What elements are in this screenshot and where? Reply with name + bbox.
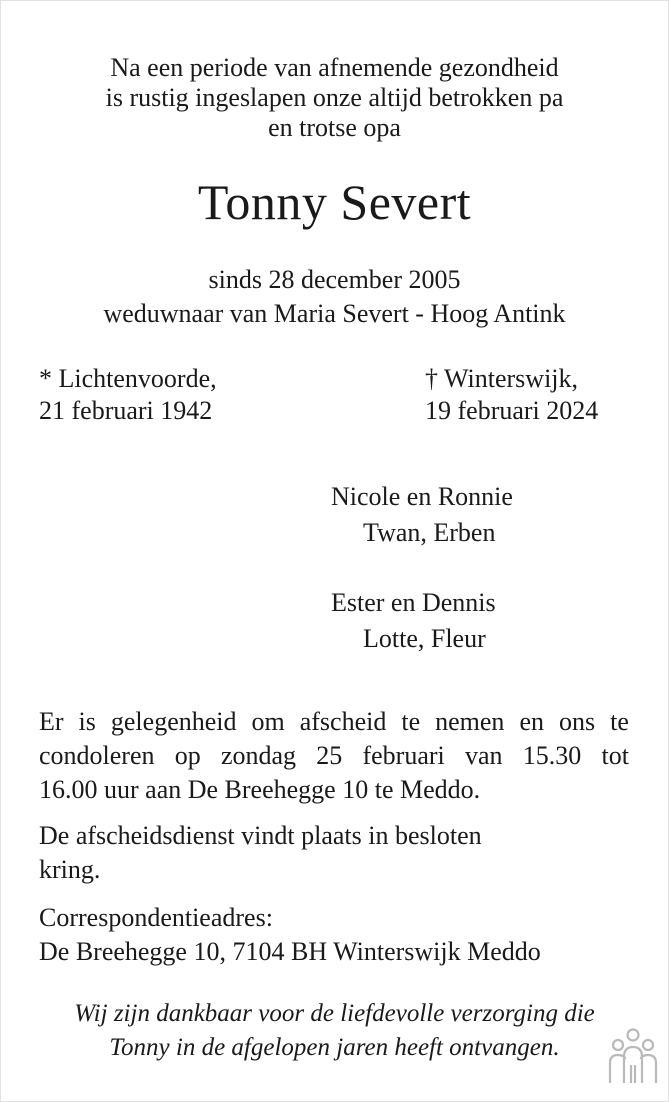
word: gelegenheid — [110, 707, 237, 736]
word: van — [464, 741, 503, 770]
word: op — [174, 741, 201, 770]
farewell-line-1 — [39, 705, 629, 739]
correspondence-label: Correspondentieadres: — [39, 903, 273, 932]
thanks-line-1: Wij zijn dankbaar voor de liefdevolle verzorging die — [74, 1000, 595, 1027]
word: te — [610, 707, 629, 736]
farewell-line-3: 16.00 uur aan De Breehegge 10 te Meddo. — [39, 775, 481, 804]
word: 25 — [316, 741, 343, 770]
death-place: † Winterswijk, — [425, 364, 579, 393]
death-info — [425, 363, 598, 427]
correspondence-paragraph — [39, 901, 639, 969]
birth-place: * Lichtenvoorde, — [39, 364, 217, 393]
farewell-paragraph — [39, 705, 639, 807]
word: nemen — [435, 707, 505, 736]
word: afscheid — [299, 707, 387, 736]
word: ons — [558, 707, 596, 736]
correspondence-address: De Breehegge 10, 7104 BH Winterswijk Meddo — [39, 937, 541, 966]
word: februari — [362, 741, 445, 770]
intro-line-2: is rustig ingeslapen onze altijd betrokken pa — [105, 83, 564, 112]
family-children: Lotte, Fleur — [363, 624, 486, 653]
widower-line-1: sinds 28 december 2005 — [208, 265, 461, 294]
thanks-text — [1, 997, 668, 1065]
thanks-line-2: Tonny in de afgelopen jaren heeft ontvangen. — [109, 1034, 560, 1061]
death-date: 19 februari 2024 — [425, 396, 599, 425]
family-children: Twan, Erben — [363, 518, 496, 547]
farewell-line-2 — [39, 739, 629, 773]
family-group-icon — [607, 1021, 659, 1085]
word: tot — [601, 741, 629, 770]
word: Er — [39, 707, 64, 736]
widower-text — [1, 263, 668, 331]
family-parents: Nicole en Ronnie — [331, 482, 513, 511]
service-line-2: kring. — [39, 855, 101, 884]
family-parents: Ester en Dennis — [331, 588, 496, 617]
deceased-name: Tonny Severt — [197, 174, 472, 230]
intro-line-1: Na een periode van afnemende gezondheid — [110, 53, 559, 82]
service-paragraph — [39, 819, 639, 887]
family-group — [331, 479, 513, 551]
word: te — [401, 707, 421, 736]
service-line-1: De afscheidsdienst vindt plaats in besloten — [39, 821, 482, 850]
word: om — [251, 707, 285, 736]
word: en — [519, 707, 544, 736]
birth-info — [39, 363, 217, 427]
widower-line-2: weduwnaar van Maria Severt - Hoog Antink — [103, 299, 566, 328]
intro-line-3: en trotse opa — [268, 113, 401, 142]
word: condoleren — [39, 741, 155, 770]
word: zondag — [220, 741, 297, 770]
word: 15.30 — [522, 741, 582, 770]
family-group — [331, 585, 496, 657]
word: is — [78, 707, 96, 736]
intro-text — [1, 53, 668, 143]
birth-date: 21 februari 1942 — [39, 396, 213, 425]
